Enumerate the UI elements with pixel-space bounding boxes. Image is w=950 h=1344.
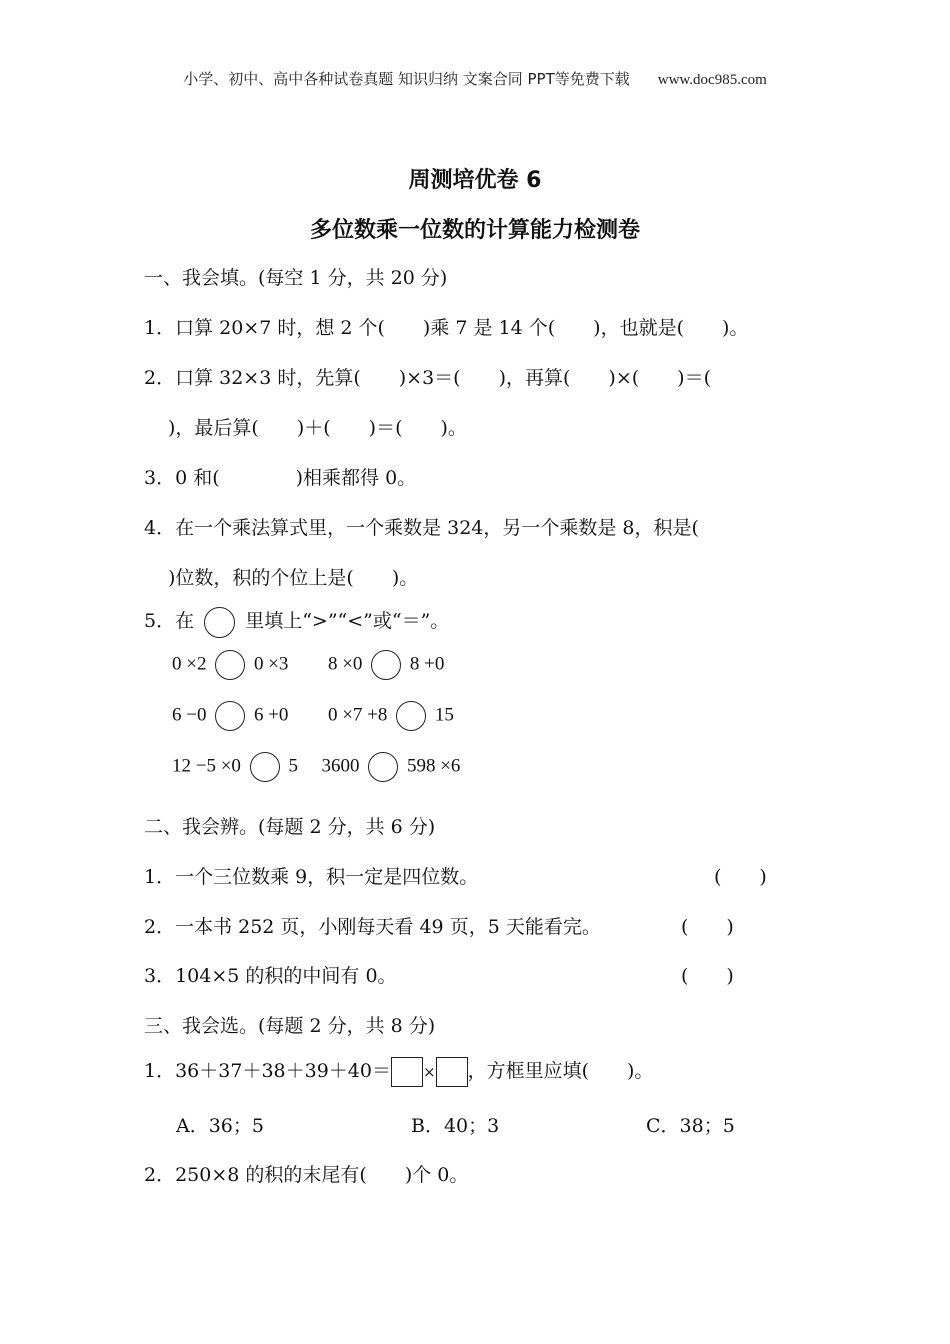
q1-expression: 1．36＋37＋38＋39＋40＝	[144, 1060, 391, 1082]
s1-question2-line2: )，最后算( )＋( )＝( )。	[168, 417, 467, 439]
answer-circle[interactable]	[396, 701, 426, 731]
s1-question5	[144, 606, 449, 638]
compare-left: 12 −5 ×0	[172, 755, 241, 777]
answer-circle[interactable]	[250, 752, 280, 782]
header-site: www.doc985.com	[657, 72, 767, 88]
s3-question1	[144, 1056, 653, 1087]
answer-circle[interactable]	[215, 650, 245, 680]
answer-paren[interactable]: ( )	[681, 965, 734, 987]
q1-suffix: ，方框里应填( )。	[467, 1060, 654, 1082]
s3-question2: 2．250×8 的积的末尾有( )个 0。	[144, 1164, 469, 1186]
q5-prefix: 5．在	[144, 610, 195, 632]
answer-paren[interactable]: ( )	[681, 916, 734, 938]
s1-question1: 1．口算 20×7 时，想 2 个( )乘 7 是 14 个( )，也就是( )。	[144, 317, 749, 339]
compare-left: 3600	[321, 755, 360, 777]
section2-heading: 二、我会辨。(每题 2 分，共 6 分)	[144, 816, 436, 838]
option-c[interactable]: C．38；5	[646, 1115, 735, 1137]
section1-heading: 一、我会填。(每空 1 分，共 20 分)	[144, 267, 448, 289]
section3-heading: 三、我会选。(每题 2 分，共 8 分)	[144, 1015, 436, 1037]
header-text: 小学、初中、高中各种试卷真题 知识归纳 文案合同 PPT等免费下载	[183, 70, 630, 88]
answer-box[interactable]	[436, 1057, 468, 1087]
s1-question3: 3．0 和( )相乘都得 0。	[144, 467, 417, 489]
s1-question4-line1: 4．在一个乘法算式里，一个乘数是 324，另一个乘数是 8，积是(	[144, 517, 699, 539]
compare-left: 8 ×0	[327, 653, 363, 675]
s2-question3: 3．104×5 的积的中间有 0。	[144, 965, 397, 987]
page-header	[0, 68, 950, 89]
answer-circle[interactable]	[215, 701, 245, 731]
compare-left: 6 −0	[172, 704, 207, 726]
compare-right: 598 ×6	[406, 755, 461, 777]
times-sign: ×	[422, 1063, 436, 1081]
s1-question2-line1: 2．口算 32×3 时，先算( )×3＝( )，再算( )×( )＝(	[144, 367, 711, 389]
title-line1: 周测培优卷 6	[408, 168, 542, 193]
compare-right: 15	[434, 704, 454, 726]
option-a[interactable]: A．36；5	[176, 1115, 264, 1137]
answer-box[interactable]	[391, 1057, 423, 1087]
compare-left: 0 ×2	[172, 653, 207, 675]
s1-question4-line2: )位数，积的个位上是( )。	[168, 567, 419, 589]
answer-circle[interactable]	[368, 752, 398, 782]
compare-row	[172, 752, 460, 782]
compare-right: 8 +0	[409, 653, 445, 675]
answer-circle[interactable]	[371, 650, 401, 680]
s2-question2: 2．一本书 252 页，小刚每天看 49 页，5 天能看完。	[144, 916, 601, 938]
blank-circle-icon	[204, 607, 235, 638]
option-b[interactable]: B．40；3	[411, 1115, 500, 1137]
answer-paren[interactable]: ( )	[714, 866, 767, 888]
compare-right: 5	[288, 755, 298, 777]
compare-row	[172, 650, 444, 680]
compare-right: 0 ×3	[253, 653, 289, 675]
compare-left: 0 ×7 +8	[327, 704, 388, 726]
compare-row	[172, 701, 454, 731]
q5-suffix: 里填上“>”“<”或“＝”。	[245, 610, 450, 632]
compare-right: 6 +0	[253, 704, 289, 726]
s2-question1: 1．一个三位数乘 9，积一定是四位数。	[144, 866, 479, 888]
title-line2: 多位数乘一位数的计算能力检测卷	[309, 218, 640, 243]
